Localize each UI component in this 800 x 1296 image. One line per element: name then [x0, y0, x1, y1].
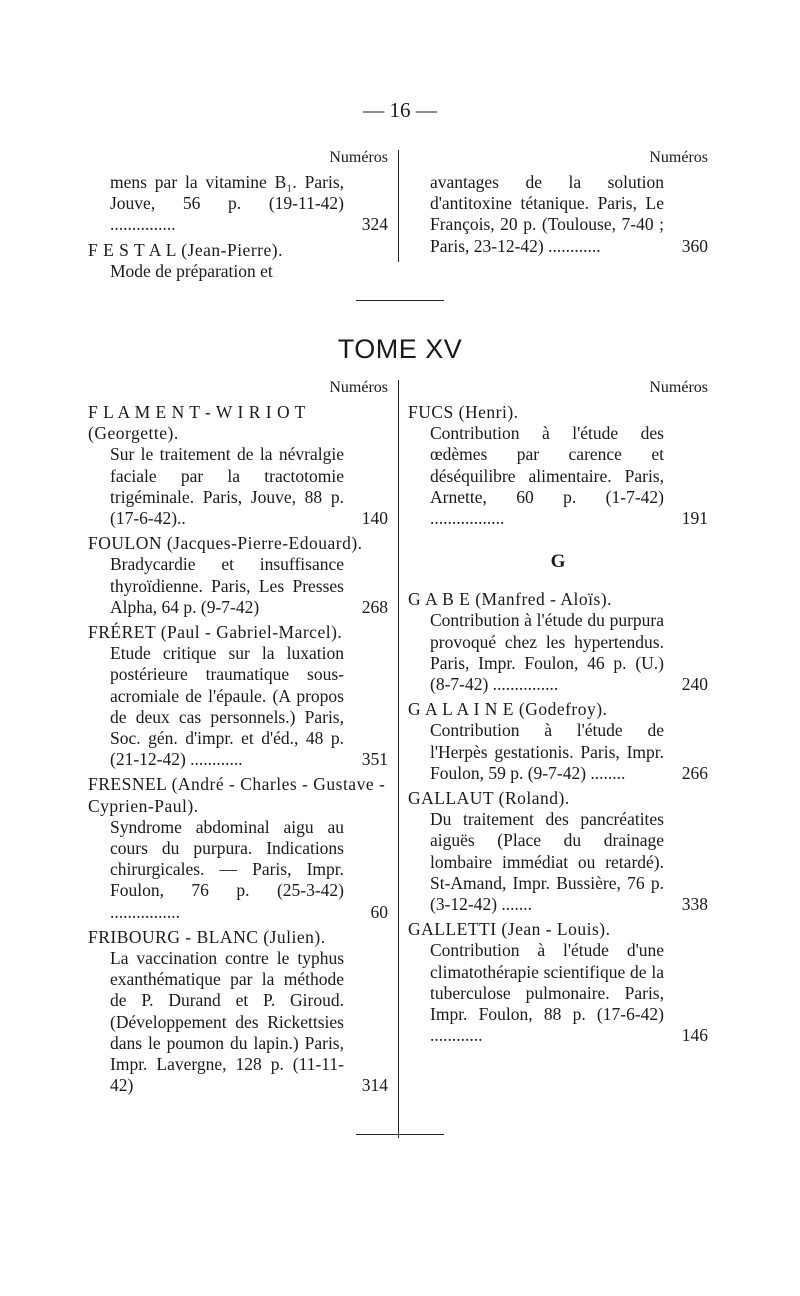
entry-author: FRIBOURG - BLANC (Julien). — [88, 926, 326, 947]
list-item — [88, 622, 388, 770]
entry-number: 338 — [681, 894, 708, 915]
list-item — [88, 172, 388, 236]
list-item — [408, 172, 708, 257]
entry-number: 240 — [681, 674, 708, 695]
entry-number: 60 — [370, 901, 388, 922]
entry-text: Syndrome abdominal aigu au cours du purpura. Indications chirurgicales. — Paris, Impr. Foulon, 76 p. (25-3-42) ................ — [110, 816, 344, 922]
list-item — [408, 919, 708, 1046]
entry-author: G A B E (Manfred - Aloïs). — [408, 589, 613, 610]
entry-number: 360 — [681, 235, 708, 256]
entry-number: 314 — [361, 1075, 388, 1096]
entry-number: 191 — [681, 508, 708, 529]
entry-author: GALLAUT (Roland). — [408, 788, 570, 809]
entry-text: avantages de la solution d'antitoxine tétanique. Paris, Le François, 20 p. (Toulouse, 7-40 ; Paris, 23-12-42) ............ — [430, 172, 664, 256]
list-item — [408, 788, 708, 915]
main-right-header: Numéros — [649, 379, 708, 396]
entry-number: 266 — [681, 762, 708, 783]
entry-number: 268 — [361, 596, 388, 617]
top-right-header: Numéros — [649, 149, 708, 166]
main-column-divider — [398, 380, 399, 1138]
top-left-header: Numéros — [329, 149, 388, 166]
entry-author: G A L A I N E (Godefroy). — [408, 699, 608, 720]
entry-author: F E S T A L (Jean-Pierre). — [88, 239, 283, 260]
main-left-column — [88, 378, 388, 1097]
list-item — [408, 402, 708, 529]
section-rule-bottom — [356, 1134, 444, 1135]
entry-text: Mode de préparation et — [110, 260, 273, 281]
list-item — [408, 699, 708, 784]
entry-number: 140 — [361, 508, 388, 529]
entry-number: 324 — [361, 214, 388, 235]
entry-text: Contribution à l'étude d'une climatothérapie scientifique de la tuberculose pulmonaire. Paris, Impr. Foulon, 88 p. (17-6-42) ............ — [430, 940, 664, 1046]
entry-text: Sur le traitement de la névralgie faciale par la tractotomie trigéminale. Paris, Jouve, 88 p. (17-6-42).. — [110, 444, 344, 529]
list-item — [88, 240, 388, 282]
entry-text: Contribution à l'étude du purpura provoqué chez les hypertendus. Paris, Impr. Foulon, 46 p. (U.) (8-7-42) ............... — [430, 610, 664, 695]
top-right-column — [408, 148, 708, 257]
top-left-column — [88, 148, 388, 282]
entry-text: Bradycardie et insuffisance thyroïdienne. Paris, Les Presses Alpha, 64 p. (9-7-42) — [110, 554, 344, 617]
entry-author: FOULON (Jacques-Pierre-Edouard). — [88, 533, 363, 554]
entry-text: La vaccination contre le typhus exanthématique par la méthode de P. Durand et P. Giroud. (Développement des Rickettsies dans le poumon du lapin.) Paris, Impr. Lavergne, 128 p. (11-11-42) — [110, 948, 344, 1096]
entry-author: FRÉRET (Paul - Gabriel-Marcel). — [88, 622, 343, 643]
entry-text: Du traitement des pancréatites aiguës (Place du drainage lombaire immédiat ou retardé). St-Amand, Impr. Bussière, 76 p. (3-12-42) ....... — [430, 809, 664, 915]
entry-author: FRESNEL (André - Charles - Gustave - Cyprien-Paul). — [88, 774, 386, 816]
entry-author: GALLETTI (Jean - Louis). — [408, 919, 611, 940]
entry-text: Etude critique sur la luxation postérieure traumatique sous-acromiale de l'épaule. (A propos de deux cas personnels.) Paris, Soc. gén. d'impr. et d'éd., 48 p. (21-12-42) ............ — [110, 643, 344, 770]
section-rule-top — [356, 300, 444, 301]
top-column-divider — [398, 150, 399, 262]
list-item — [88, 402, 388, 529]
entry-author: F L A M E N T - W I R I O T (Georgette). — [88, 402, 306, 444]
list-item — [88, 927, 388, 1097]
list-item — [88, 774, 388, 922]
list-item — [408, 589, 708, 695]
main-right-column — [408, 378, 708, 1046]
entry-author: FUCS (Henri). — [408, 402, 519, 422]
entry-number: 351 — [361, 749, 388, 770]
tome-title: TOME XV — [337, 334, 463, 364]
entry-text: Contribution à l'étude de l'Herpès gestationis. Paris, Impr. Foulon, 59 p. (9-7-42) ........ — [430, 720, 664, 783]
section-letter: G — [550, 551, 566, 573]
entry-text: mens par la vitamine B₁. Paris, Jouve, 56 p. (19-11-42) ............... — [110, 172, 344, 235]
entry-number: 146 — [681, 1025, 708, 1046]
main-left-header: Numéros — [329, 379, 388, 396]
list-item — [88, 533, 388, 618]
page-number: — 16 — — [363, 98, 437, 122]
entry-text: Contribution à l'étude des œdèmes par carence et déséquilibre alimentaire. Paris, Arnette, 60 p. (1-7-42) ................. — [430, 423, 664, 529]
